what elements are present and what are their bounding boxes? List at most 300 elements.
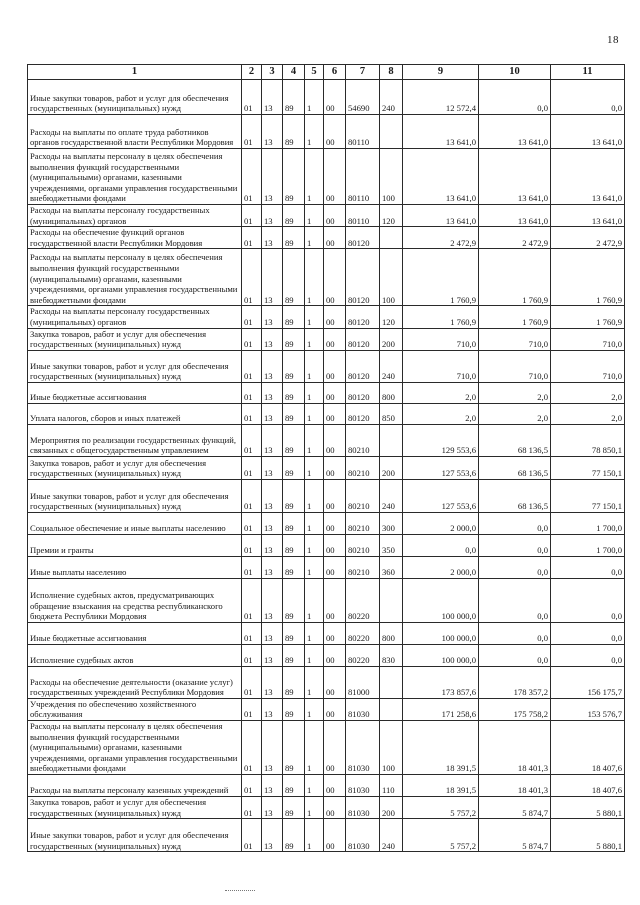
amount-year-1: 13 641,0 bbox=[403, 115, 479, 149]
code-direction: 80220 bbox=[346, 622, 380, 644]
amount-year-3: 0,0 bbox=[551, 578, 625, 622]
table-row bbox=[28, 249, 625, 306]
amount-year-1: 1 760,9 bbox=[403, 249, 479, 306]
table-row bbox=[28, 644, 625, 666]
code-subprogram: 1 bbox=[305, 819, 324, 852]
code-subsection: 13 bbox=[262, 306, 283, 328]
code-program: 89 bbox=[283, 666, 305, 698]
amount-year-3: 0,0 bbox=[551, 644, 625, 666]
amount-year-1: 13 641,0 bbox=[403, 149, 479, 205]
code-direction: 80220 bbox=[346, 644, 380, 666]
pen-mark bbox=[225, 888, 255, 891]
code-section: 01 bbox=[242, 306, 262, 328]
code-direction: 80120 bbox=[346, 249, 380, 306]
amount-year-1: 710,0 bbox=[403, 328, 479, 350]
code-expense-type: 850 bbox=[380, 403, 403, 424]
code-subprogram: 1 bbox=[305, 720, 324, 774]
amount-year-1: 5 757,2 bbox=[403, 796, 479, 818]
code-section: 01 bbox=[242, 350, 262, 382]
code-section: 01 bbox=[242, 796, 262, 818]
amount-year-2: 68 136,5 bbox=[479, 479, 551, 512]
column-header: 4 bbox=[283, 65, 305, 80]
amount-year-2: 175 758,2 bbox=[479, 698, 551, 720]
code-subsection: 13 bbox=[262, 115, 283, 149]
amount-year-1: 12 572,4 bbox=[403, 80, 479, 115]
code-subprogram: 1 bbox=[305, 80, 324, 115]
code-direction: 81030 bbox=[346, 774, 380, 796]
amount-year-2: 18 401,3 bbox=[479, 720, 551, 774]
row-name: Иные бюджетные ассигнования bbox=[28, 622, 242, 644]
code-program: 89 bbox=[283, 534, 305, 556]
amount-year-1: 100 000,0 bbox=[403, 578, 479, 622]
amount-year-2: 13 641,0 bbox=[479, 149, 551, 205]
row-name: Иные закупки товаров, работ и услуг для обеспечения государственных (муниципальных) нужд bbox=[28, 819, 242, 852]
amount-year-2: 178 357,2 bbox=[479, 666, 551, 698]
code-program: 89 bbox=[283, 456, 305, 479]
code-section: 01 bbox=[242, 774, 262, 796]
amount-year-2: 0,0 bbox=[479, 644, 551, 666]
code-subprogram: 1 bbox=[305, 456, 324, 479]
code-section: 01 bbox=[242, 115, 262, 149]
amount-year-2: 5 874,7 bbox=[479, 796, 551, 818]
code-subsection: 13 bbox=[262, 227, 283, 249]
code-subprogram: 1 bbox=[305, 644, 324, 666]
table-row bbox=[28, 306, 625, 328]
code-expense-type: 800 bbox=[380, 622, 403, 644]
code-subprogram: 1 bbox=[305, 403, 324, 424]
code-subsection: 13 bbox=[262, 774, 283, 796]
table-row bbox=[28, 80, 625, 115]
row-name: Премии и гранты bbox=[28, 534, 242, 556]
code-direction: 80120 bbox=[346, 227, 380, 249]
amount-year-2: 18 401,3 bbox=[479, 774, 551, 796]
budget-table bbox=[27, 64, 625, 852]
amount-year-3: 1 760,9 bbox=[551, 306, 625, 328]
code-subsection: 13 bbox=[262, 382, 283, 403]
code-direction: 81030 bbox=[346, 720, 380, 774]
code-subprogram: 1 bbox=[305, 328, 324, 350]
row-name: Закупка товаров, работ и услуг для обеспечения государственных (муниципальных) нужд bbox=[28, 456, 242, 479]
code-program: 89 bbox=[283, 205, 305, 227]
code-group: 00 bbox=[324, 698, 346, 720]
table-row bbox=[28, 819, 625, 852]
code-program: 89 bbox=[283, 149, 305, 205]
amount-year-1: 5 757,2 bbox=[403, 819, 479, 852]
code-expense-type bbox=[380, 115, 403, 149]
code-section: 01 bbox=[242, 534, 262, 556]
amount-year-3: 18 407,6 bbox=[551, 720, 625, 774]
table-body bbox=[28, 80, 625, 852]
amount-year-3: 13 641,0 bbox=[551, 115, 625, 149]
code-expense-type: 200 bbox=[380, 796, 403, 818]
code-group: 00 bbox=[324, 512, 346, 534]
row-name: Расходы на выплаты персоналу в целях обеспечения выполнения функций государственными (муниципальными) органами, казенными учреждениями, органами управления государственными внебюджетными фондами bbox=[28, 149, 242, 205]
code-subprogram: 1 bbox=[305, 382, 324, 403]
code-program: 89 bbox=[283, 774, 305, 796]
column-header: 2 bbox=[242, 65, 262, 80]
amount-year-1: 2 000,0 bbox=[403, 556, 479, 578]
code-program: 89 bbox=[283, 249, 305, 306]
code-section: 01 bbox=[242, 512, 262, 534]
code-subsection: 13 bbox=[262, 328, 283, 350]
code-expense-type bbox=[380, 578, 403, 622]
table-row bbox=[28, 382, 625, 403]
table-row bbox=[28, 149, 625, 205]
column-header: 1 bbox=[28, 65, 242, 80]
amount-year-1: 710,0 bbox=[403, 350, 479, 382]
amount-year-3: 1 700,0 bbox=[551, 534, 625, 556]
code-section: 01 bbox=[242, 556, 262, 578]
column-header: 5 bbox=[305, 65, 324, 80]
code-group: 00 bbox=[324, 149, 346, 205]
code-subsection: 13 bbox=[262, 796, 283, 818]
amount-year-2: 68 136,5 bbox=[479, 456, 551, 479]
code-section: 01 bbox=[242, 456, 262, 479]
code-program: 89 bbox=[283, 328, 305, 350]
amount-year-3: 5 880,1 bbox=[551, 819, 625, 852]
amount-year-1: 129 553,6 bbox=[403, 424, 479, 456]
code-expense-type: 800 bbox=[380, 382, 403, 403]
row-name: Иные закупки товаров, работ и услуг для обеспечения государственных (муниципальных) нужд bbox=[28, 350, 242, 382]
code-program: 89 bbox=[283, 512, 305, 534]
code-group: 00 bbox=[324, 306, 346, 328]
amount-year-3: 77 150,1 bbox=[551, 479, 625, 512]
amount-year-2: 5 874,7 bbox=[479, 819, 551, 852]
table-row bbox=[28, 720, 625, 774]
code-subsection: 13 bbox=[262, 456, 283, 479]
code-subprogram: 1 bbox=[305, 227, 324, 249]
code-group: 00 bbox=[324, 774, 346, 796]
amount-year-3: 156 175,7 bbox=[551, 666, 625, 698]
code-subprogram: 1 bbox=[305, 149, 324, 205]
code-direction: 81030 bbox=[346, 819, 380, 852]
column-header: 8 bbox=[380, 65, 403, 80]
code-expense-type: 300 bbox=[380, 512, 403, 534]
code-subsection: 13 bbox=[262, 249, 283, 306]
table-row bbox=[28, 556, 625, 578]
table-row bbox=[28, 403, 625, 424]
amount-year-1: 171 258,6 bbox=[403, 698, 479, 720]
column-header: 7 bbox=[346, 65, 380, 80]
table-row bbox=[28, 512, 625, 534]
code-section: 01 bbox=[242, 698, 262, 720]
row-name: Иные выплаты населению bbox=[28, 556, 242, 578]
code-section: 01 bbox=[242, 80, 262, 115]
code-subprogram: 1 bbox=[305, 534, 324, 556]
column-header: 6 bbox=[324, 65, 346, 80]
amount-year-2: 68 136,5 bbox=[479, 424, 551, 456]
code-program: 89 bbox=[283, 80, 305, 115]
code-direction: 80210 bbox=[346, 479, 380, 512]
code-subsection: 13 bbox=[262, 80, 283, 115]
amount-year-1: 100 000,0 bbox=[403, 644, 479, 666]
row-name: Иные бюджетные ассигнования bbox=[28, 382, 242, 403]
code-group: 00 bbox=[324, 479, 346, 512]
code-section: 01 bbox=[242, 720, 262, 774]
code-expense-type: 350 bbox=[380, 534, 403, 556]
amount-year-2: 710,0 bbox=[479, 350, 551, 382]
code-section: 01 bbox=[242, 149, 262, 205]
amount-year-2: 0,0 bbox=[479, 578, 551, 622]
amount-year-3: 2 472,9 bbox=[551, 227, 625, 249]
amount-year-3: 13 641,0 bbox=[551, 149, 625, 205]
amount-year-3: 2,0 bbox=[551, 382, 625, 403]
code-program: 89 bbox=[283, 350, 305, 382]
amount-year-2: 2,0 bbox=[479, 403, 551, 424]
table-row bbox=[28, 227, 625, 249]
code-section: 01 bbox=[242, 205, 262, 227]
row-name: Расходы на обеспечение деятельности (оказание услуг) государственных учреждений Республики Мордовия bbox=[28, 666, 242, 698]
amount-year-2: 0,0 bbox=[479, 534, 551, 556]
code-group: 00 bbox=[324, 796, 346, 818]
code-program: 89 bbox=[283, 644, 305, 666]
amount-year-3: 0,0 bbox=[551, 80, 625, 115]
code-subprogram: 1 bbox=[305, 306, 324, 328]
table-row bbox=[28, 205, 625, 227]
amount-year-1: 2,0 bbox=[403, 382, 479, 403]
code-section: 01 bbox=[242, 403, 262, 424]
table-row bbox=[28, 424, 625, 456]
amount-year-1: 0,0 bbox=[403, 534, 479, 556]
amount-year-2: 710,0 bbox=[479, 328, 551, 350]
code-direction: 80110 bbox=[346, 149, 380, 205]
code-subsection: 13 bbox=[262, 479, 283, 512]
amount-year-1: 100 000,0 bbox=[403, 622, 479, 644]
table-row bbox=[28, 698, 625, 720]
code-group: 00 bbox=[324, 578, 346, 622]
code-direction: 80210 bbox=[346, 424, 380, 456]
code-group: 00 bbox=[324, 819, 346, 852]
row-name: Закупка товаров, работ и услуг для обеспечения государственных (муниципальных) нужд bbox=[28, 796, 242, 818]
code-expense-type: 200 bbox=[380, 328, 403, 350]
table-row bbox=[28, 666, 625, 698]
amount-year-1: 127 553,6 bbox=[403, 456, 479, 479]
code-program: 89 bbox=[283, 227, 305, 249]
code-subsection: 13 bbox=[262, 556, 283, 578]
code-expense-type: 240 bbox=[380, 819, 403, 852]
code-group: 00 bbox=[324, 556, 346, 578]
code-subprogram: 1 bbox=[305, 249, 324, 306]
code-subsection: 13 bbox=[262, 512, 283, 534]
code-subsection: 13 bbox=[262, 666, 283, 698]
code-direction: 80220 bbox=[346, 578, 380, 622]
code-group: 00 bbox=[324, 80, 346, 115]
amount-year-3: 18 407,6 bbox=[551, 774, 625, 796]
amount-year-3: 710,0 bbox=[551, 328, 625, 350]
code-direction: 80110 bbox=[346, 115, 380, 149]
row-name: Исполнение судебных актов, предусматривающих обращение взыскания на средства республиканского бюджета Республики Мордовия bbox=[28, 578, 242, 622]
code-expense-type: 240 bbox=[380, 80, 403, 115]
code-section: 01 bbox=[242, 622, 262, 644]
code-direction: 80120 bbox=[346, 350, 380, 382]
code-section: 01 bbox=[242, 382, 262, 403]
code-subsection: 13 bbox=[262, 350, 283, 382]
code-direction: 80210 bbox=[346, 556, 380, 578]
code-expense-type: 100 bbox=[380, 149, 403, 205]
code-group: 00 bbox=[324, 205, 346, 227]
amount-year-1: 2 000,0 bbox=[403, 512, 479, 534]
code-subprogram: 1 bbox=[305, 774, 324, 796]
code-section: 01 bbox=[242, 249, 262, 306]
code-group: 00 bbox=[324, 644, 346, 666]
row-name: Расходы на выплаты персоналу казенных учреждений bbox=[28, 774, 242, 796]
row-name: Расходы на обеспечение функций органов государственной власти Республики Мордовия bbox=[28, 227, 242, 249]
code-section: 01 bbox=[242, 666, 262, 698]
code-section: 01 bbox=[242, 479, 262, 512]
amount-year-2: 2 472,9 bbox=[479, 227, 551, 249]
code-expense-type bbox=[380, 424, 403, 456]
code-subprogram: 1 bbox=[305, 479, 324, 512]
code-expense-type: 100 bbox=[380, 249, 403, 306]
code-group: 00 bbox=[324, 534, 346, 556]
column-header: 11 bbox=[551, 65, 625, 80]
column-header: 3 bbox=[262, 65, 283, 80]
table-row bbox=[28, 350, 625, 382]
amount-year-3: 0,0 bbox=[551, 622, 625, 644]
table-row bbox=[28, 622, 625, 644]
code-program: 89 bbox=[283, 578, 305, 622]
code-subprogram: 1 bbox=[305, 424, 324, 456]
code-subsection: 13 bbox=[262, 149, 283, 205]
code-expense-type bbox=[380, 227, 403, 249]
code-subprogram: 1 bbox=[305, 666, 324, 698]
page-number: 18 bbox=[607, 34, 619, 46]
code-expense-type: 830 bbox=[380, 644, 403, 666]
code-expense-type: 240 bbox=[380, 479, 403, 512]
code-program: 89 bbox=[283, 424, 305, 456]
code-subsection: 13 bbox=[262, 720, 283, 774]
code-direction: 80120 bbox=[346, 382, 380, 403]
code-subsection: 13 bbox=[262, 698, 283, 720]
code-group: 00 bbox=[324, 666, 346, 698]
code-program: 89 bbox=[283, 403, 305, 424]
amount-year-2: 13 641,0 bbox=[479, 205, 551, 227]
code-program: 89 bbox=[283, 796, 305, 818]
code-expense-type: 110 bbox=[380, 774, 403, 796]
row-name: Расходы на выплаты персоналу государственных (муниципальных) органов bbox=[28, 205, 242, 227]
amount-year-3: 153 576,7 bbox=[551, 698, 625, 720]
code-group: 00 bbox=[324, 350, 346, 382]
code-expense-type: 120 bbox=[380, 306, 403, 328]
code-group: 00 bbox=[324, 328, 346, 350]
code-group: 00 bbox=[324, 424, 346, 456]
code-subprogram: 1 bbox=[305, 556, 324, 578]
amount-year-3: 77 150,1 bbox=[551, 456, 625, 479]
table-row bbox=[28, 796, 625, 818]
code-subsection: 13 bbox=[262, 534, 283, 556]
amount-year-3: 2,0 bbox=[551, 403, 625, 424]
code-direction: 80210 bbox=[346, 512, 380, 534]
code-subprogram: 1 bbox=[305, 512, 324, 534]
code-program: 89 bbox=[283, 556, 305, 578]
code-section: 01 bbox=[242, 424, 262, 456]
table-row bbox=[28, 578, 625, 622]
code-direction: 54690 bbox=[346, 80, 380, 115]
code-subprogram: 1 bbox=[305, 622, 324, 644]
code-program: 89 bbox=[283, 115, 305, 149]
code-program: 89 bbox=[283, 720, 305, 774]
code-program: 89 bbox=[283, 819, 305, 852]
code-direction: 80120 bbox=[346, 328, 380, 350]
amount-year-1: 127 553,6 bbox=[403, 479, 479, 512]
row-name: Иные закупки товаров, работ и услуг для обеспечения государственных (муниципальных) нужд bbox=[28, 479, 242, 512]
code-group: 00 bbox=[324, 227, 346, 249]
table-row bbox=[28, 534, 625, 556]
amount-year-2: 13 641,0 bbox=[479, 115, 551, 149]
amount-year-3: 78 850,1 bbox=[551, 424, 625, 456]
code-subsection: 13 bbox=[262, 819, 283, 852]
amount-year-2: 0,0 bbox=[479, 622, 551, 644]
code-section: 01 bbox=[242, 819, 262, 852]
row-name: Уплата налогов, сборов и иных платежей bbox=[28, 403, 242, 424]
amount-year-2: 1 760,9 bbox=[479, 306, 551, 328]
table-row bbox=[28, 774, 625, 796]
row-name: Исполнение судебных актов bbox=[28, 644, 242, 666]
code-expense-type: 100 bbox=[380, 720, 403, 774]
amount-year-3: 1 760,9 bbox=[551, 249, 625, 306]
code-direction: 80210 bbox=[346, 456, 380, 479]
row-name: Закупка товаров, работ и услуг для обеспечения государственных (муниципальных) нужд bbox=[28, 328, 242, 350]
code-subprogram: 1 bbox=[305, 205, 324, 227]
code-expense-type: 360 bbox=[380, 556, 403, 578]
code-group: 00 bbox=[324, 403, 346, 424]
amount-year-1: 1 760,9 bbox=[403, 306, 479, 328]
code-direction: 81030 bbox=[346, 796, 380, 818]
code-expense-type bbox=[380, 666, 403, 698]
table-row bbox=[28, 115, 625, 149]
code-program: 89 bbox=[283, 306, 305, 328]
row-name: Расходы на выплаты по оплате труда работников органов государственной власти Республики Мордовия bbox=[28, 115, 242, 149]
code-subprogram: 1 bbox=[305, 796, 324, 818]
column-header: 9 bbox=[403, 65, 479, 80]
amount-year-3: 5 880,1 bbox=[551, 796, 625, 818]
code-expense-type: 120 bbox=[380, 205, 403, 227]
amount-year-3: 710,0 bbox=[551, 350, 625, 382]
code-direction: 81030 bbox=[346, 698, 380, 720]
code-subprogram: 1 bbox=[305, 578, 324, 622]
code-group: 00 bbox=[324, 720, 346, 774]
code-expense-type: 200 bbox=[380, 456, 403, 479]
amount-year-1: 18 391,5 bbox=[403, 774, 479, 796]
code-program: 89 bbox=[283, 698, 305, 720]
code-section: 01 bbox=[242, 644, 262, 666]
code-subsection: 13 bbox=[262, 578, 283, 622]
code-expense-type bbox=[380, 698, 403, 720]
amount-year-1: 2 472,9 bbox=[403, 227, 479, 249]
amount-year-2: 2,0 bbox=[479, 382, 551, 403]
amount-year-3: 0,0 bbox=[551, 556, 625, 578]
code-program: 89 bbox=[283, 382, 305, 403]
row-name: Социальное обеспечение и иные выплаты населению bbox=[28, 512, 242, 534]
code-direction: 81000 bbox=[346, 666, 380, 698]
code-section: 01 bbox=[242, 328, 262, 350]
table-row bbox=[28, 456, 625, 479]
code-direction: 80120 bbox=[346, 306, 380, 328]
code-subsection: 13 bbox=[262, 644, 283, 666]
code-subprogram: 1 bbox=[305, 350, 324, 382]
amount-year-1: 173 857,6 bbox=[403, 666, 479, 698]
code-direction: 80210 bbox=[346, 534, 380, 556]
amount-year-2: 0,0 bbox=[479, 556, 551, 578]
column-header: 10 bbox=[479, 65, 551, 80]
code-section: 01 bbox=[242, 227, 262, 249]
code-program: 89 bbox=[283, 622, 305, 644]
table-row bbox=[28, 479, 625, 512]
code-subsection: 13 bbox=[262, 205, 283, 227]
row-name: Иные закупки товаров, работ и услуг для обеспечения государственных (муниципальных) нужд bbox=[28, 80, 242, 115]
code-direction: 80110 bbox=[346, 205, 380, 227]
code-subsection: 13 bbox=[262, 622, 283, 644]
